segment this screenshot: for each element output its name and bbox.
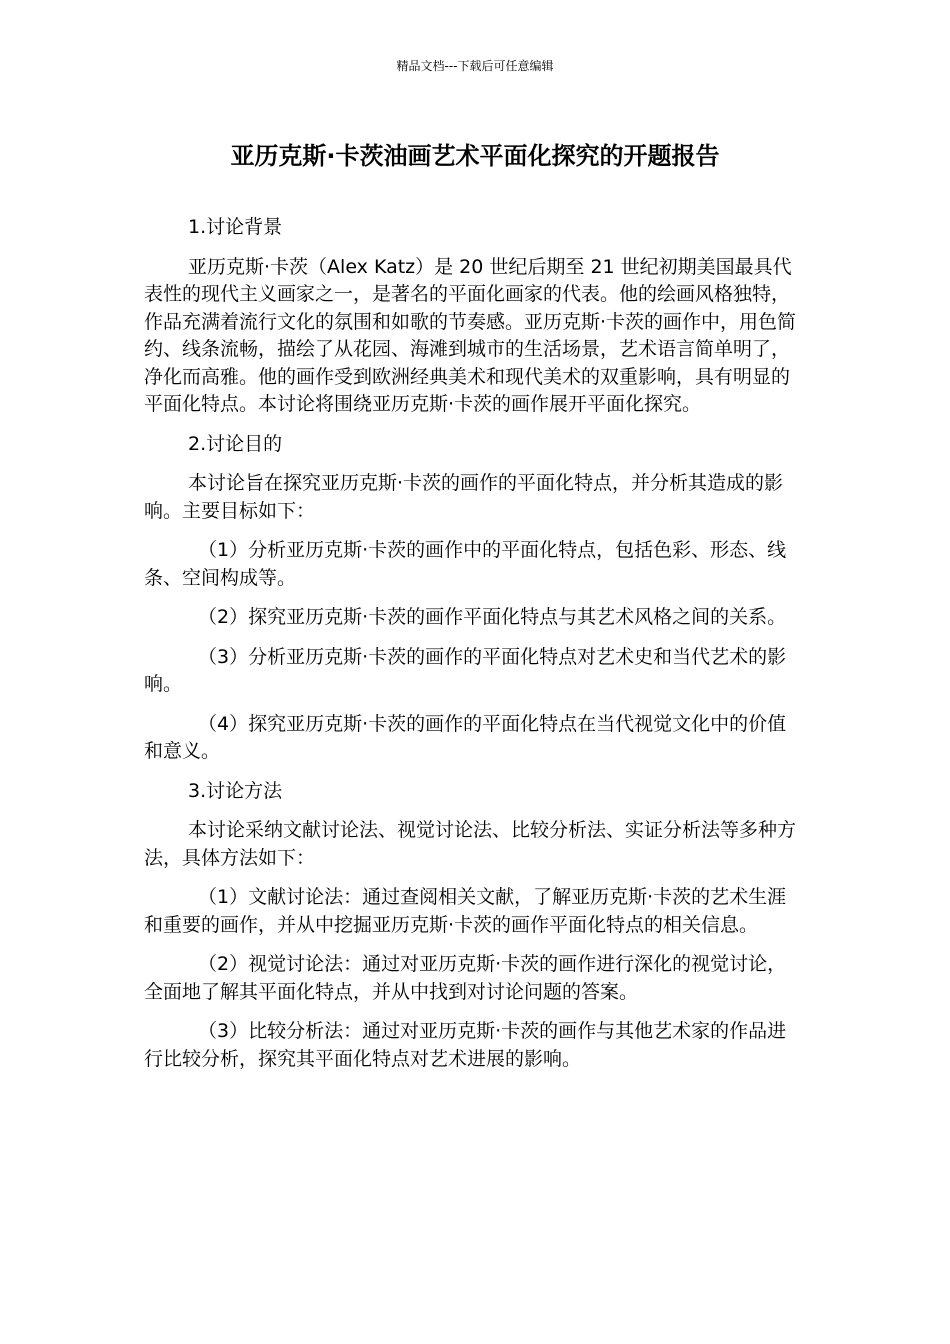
section-heading-purpose: 2.讨论目的 [188, 432, 283, 455]
list-item-purpose-4: （4）探究亚历克斯·卡茨的画作的平面化特点在当代视觉文化中的价值和意义。 [144, 712, 787, 762]
paragraph-background: 亚历克斯·卡茨（Alex Katz）是 20 世纪后期至 21 世纪初期美国最具代表性的现代主义画家之一，是著名的平面化画家的代表。他的绘画风格独特，作品充满着流行文化的氛围和如歌的节奏感。亚历克斯·卡茨的画作中，用色简约、线条流畅，描绘了从花园、海滩到城市的生活场景，艺术语言简单明了，净化而高雅。他的画作受到欧洲经典美术和现代美术的双重影响，具有明显的平面化特点。本讨论将围绕亚历克斯·卡茨的画作展开平面化探究。 [144, 255, 797, 415]
paragraph-method-intro: 本讨论采纳文献讨论法、视觉讨论法、比较分析法、实证分析法等多种方法，具体方法如下： [144, 819, 797, 869]
list-item-method-2: （2）视觉讨论法：通过对亚历克斯·卡茨的画作进行深化的视觉讨论，全面地了解其平面化特点，并从中找到对讨论问题的答案。 [144, 953, 787, 1003]
list-item-method-3: （3）比较分析法：通过对亚历克斯·卡茨的画作与其他艺术家的作品进行比较分析，探究其平面化特点对艺术进展的影响。 [144, 1020, 787, 1070]
document-body [144, 214, 800, 1085]
section-heading-background: 1.讨论背景 [188, 216, 283, 238]
list-item-method-1: （1）文献讨论法：通过查阅相关文献，了解亚历克斯·卡茨的艺术生涯和重要的画作，并从中挖掘亚历克斯·卡茨的画作平面化特点的相关信息。 [144, 886, 787, 936]
document-title: 亚历克斯·卡茨油画艺术平面化探究的开题报告 [230, 142, 720, 170]
list-item-purpose-1: （1）分析亚历克斯·卡茨的画作中的平面化特点，包括色彩、形态、线条、空间构成等。 [144, 539, 787, 589]
section-heading-method: 3.讨论方法 [188, 779, 283, 802]
list-item-purpose-2: （2）探究亚历克斯·卡茨的画作平面化特点与其艺术风格之间的关系。 [198, 606, 787, 628]
paragraph-purpose-intro: 本讨论旨在探究亚历克斯·卡茨的画作的平面化特点，并分析其造成的影响。主要目标如下： [144, 472, 784, 522]
list-item-purpose-3: （3）分析亚历克斯·卡茨的画作的平面化特点对艺术史和当代艺术的影响。 [144, 645, 787, 695]
header-note: 精品文档---下载后可任意编辑 [396, 59, 554, 73]
